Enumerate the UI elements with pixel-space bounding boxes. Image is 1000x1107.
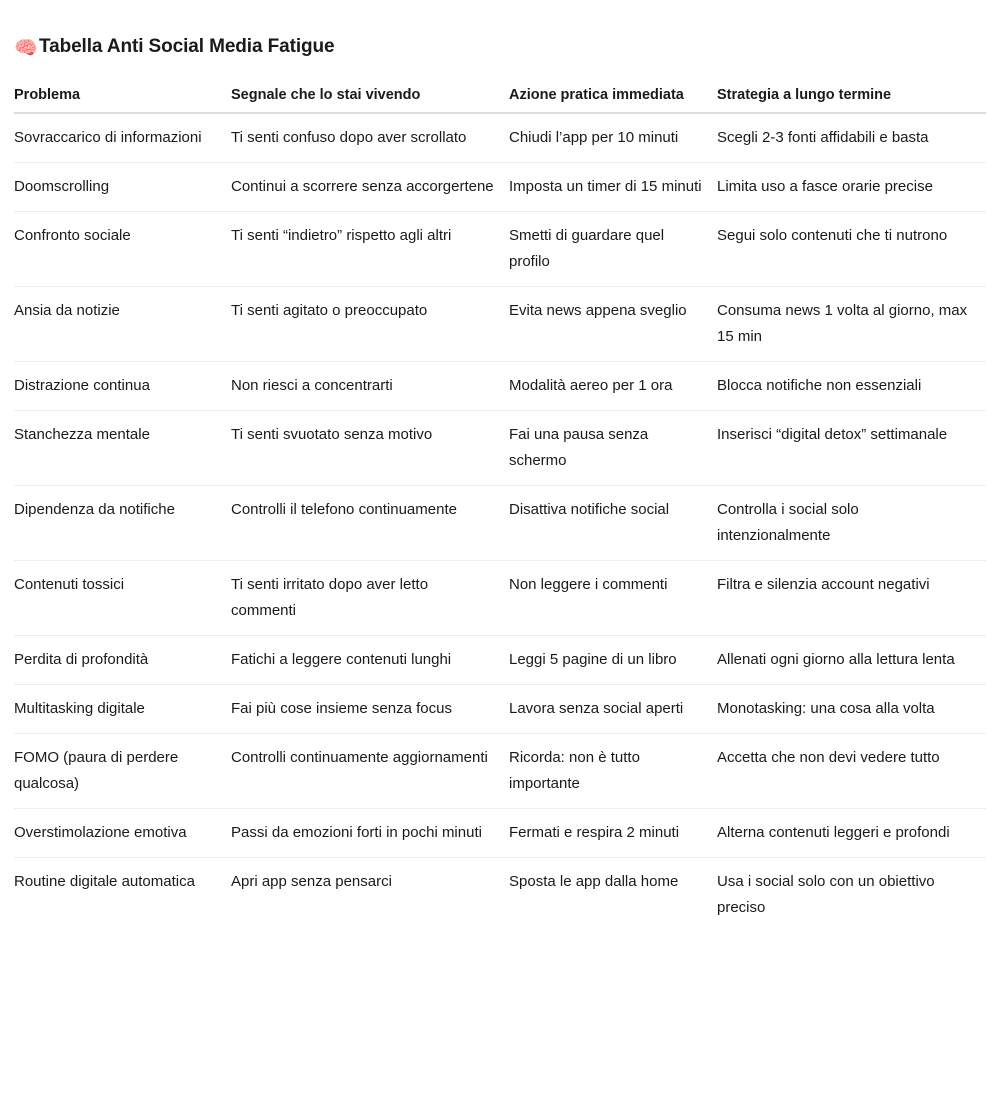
cell-problema: Stanchezza mentale [14, 411, 231, 486]
cell-azione: Chiudi l’app per 10 minuti [509, 113, 717, 163]
table-row [14, 561, 986, 636]
cell-strategia: Scegli 2-3 fonti affidabili e basta [717, 113, 986, 163]
cell-problema: FOMO (paura di perdere qualcosa) [14, 734, 231, 809]
table-row [14, 685, 986, 734]
cell-strategia: Usa i social solo con un obiettivo preciso [717, 873, 935, 916]
table-row [14, 411, 986, 486]
table-row [14, 858, 986, 933]
cell-segnale: Apri app senza pensarci [231, 873, 392, 890]
cell-azione: Fermati e respira 2 minuti [509, 809, 717, 858]
cell-strategia: Allenati ogni giorno alla lettura lenta [717, 636, 986, 685]
cell-azione: Leggi 5 pagine di un libro [509, 636, 717, 685]
cell-problema: Perdita di profondità [14, 636, 231, 685]
cell-azione: Disattiva notifiche social [509, 486, 717, 561]
brain-icon: 🧠 [14, 38, 38, 59]
cell-strategia: Segui solo contenuti che ti nutrono [717, 212, 986, 287]
table-row [14, 113, 986, 163]
cell-strategia: Accetta che non devi vedere tutto [717, 734, 986, 809]
cell-azione: Fai una pausa senza schermo [509, 411, 717, 486]
cell-problema: Confronto sociale [14, 212, 231, 287]
table-row [14, 287, 986, 362]
fatigue-table [14, 70, 986, 932]
cell-segnale: Ti senti “indietro” rispetto agli altri [231, 212, 509, 287]
cell-segnale: Ti senti agitato o preoccupato [231, 287, 509, 362]
cell-segnale: Ti senti svuotato senza motivo [231, 411, 509, 486]
cell-strategia: Filtra e silenzia account negativi [717, 561, 986, 636]
cell-segnale: Ti senti irritato dopo aver letto commenti [231, 561, 509, 636]
cell-azione: Sposta le app dalla home [509, 873, 679, 890]
cell-strategia: Blocca notifiche non essenziali [717, 362, 986, 411]
cell-azione: Lavora senza social aperti [509, 685, 717, 734]
table-row [14, 734, 986, 809]
header-problema: Problema [14, 70, 231, 113]
header-segnale: Segnale che lo stai vivendo [231, 70, 509, 113]
cell-problema: Overstimolazione emotiva [14, 809, 231, 858]
cell-problema: Ansia da notizie [14, 287, 231, 362]
cell-azione: Modalità aereo per 1 ora [509, 362, 717, 411]
cell-strategia: Controlla i social solo intenzionalmente [717, 486, 986, 561]
cell-problema: Multitasking digitale [14, 685, 231, 734]
document-content [14, 0, 986, 932]
cell-azione: Evita news appena sveglio [509, 287, 717, 362]
cell-segnale: Passi da emozioni forti in pochi minuti [231, 809, 509, 858]
cell-segnale: Fai più cose insieme senza focus [231, 685, 509, 734]
table-row [14, 163, 986, 212]
header-azione: Azione pratica immediata [509, 70, 717, 113]
table-row [14, 362, 986, 411]
table-header-row [14, 70, 986, 113]
cell-segnale: Ti senti confuso dopo aver scrollato [231, 113, 509, 163]
table-row [14, 809, 986, 858]
cell-strategia: Limita uso a fasce orarie precise [717, 163, 986, 212]
cell-azione: Smetti di guardare quel profilo [509, 212, 717, 287]
cell-segnale: Controlli il telefono continuamente [231, 486, 509, 561]
cell-segnale: Controlli continuamente aggiornamenti [231, 734, 509, 809]
cell-segnale: Continui a scorrere senza accorgertene [231, 163, 509, 212]
cell-problema: Distrazione continua [14, 362, 231, 411]
cell-strategia: Inserisci “digital detox” settimanale [717, 411, 986, 486]
cell-problema: Doomscrolling [14, 163, 231, 212]
cell-strategia: Monotasking: una cosa alla volta [717, 685, 986, 734]
cell-segnale: Fatichi a leggere contenuti lunghi [231, 636, 509, 685]
cell-strategia: Consuma news 1 volta al giorno, max 15 min [717, 287, 986, 362]
cell-azione: Non leggere i commenti [509, 561, 717, 636]
cell-problema: Sovraccarico di informazioni [14, 113, 231, 163]
cell-azione: Imposta un timer di 15 minuti [509, 163, 717, 212]
cell-azione: Ricorda: non è tutto importante [509, 734, 717, 809]
page-title [14, 0, 986, 61]
cell-strategia: Alterna contenuti leggeri e profondi [717, 809, 986, 858]
table-row [14, 212, 986, 287]
header-strategia: Strategia a lungo termine [717, 70, 986, 113]
page-title-text: Tabella Anti Social Media Fatigue [39, 36, 335, 57]
table-row [14, 486, 986, 561]
cell-segnale: Non riesci a concentrarti [231, 362, 509, 411]
cell-problema: Contenuti tossici [14, 561, 231, 636]
cell-problema: Routine digitale automatica [14, 873, 195, 890]
cell-problema: Dipendenza da notifiche [14, 486, 231, 561]
table-row [14, 636, 986, 685]
